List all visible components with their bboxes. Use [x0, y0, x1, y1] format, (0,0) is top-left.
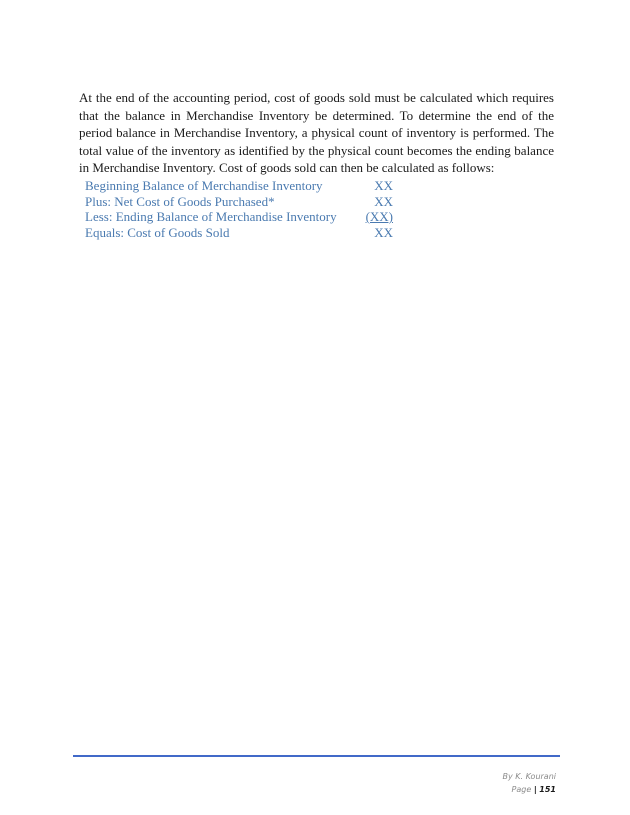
calc-label: Less: Ending Balance of Merchandise Inventory — [85, 209, 337, 224]
footer-author: By K. Kourani — [502, 772, 556, 781]
calc-label: Equals: Cost of Goods Sold — [85, 224, 230, 240]
page-label: Page — [511, 785, 532, 794]
calc-row-net-purchases — [85, 194, 393, 210]
calc-row-cost-of-goods-sold — [85, 225, 393, 241]
footer-divider — [73, 755, 560, 757]
calc-label: Beginning Balance of Merchandise Inventory — [85, 178, 323, 193]
footer-page-line — [502, 783, 556, 796]
cogs-calculation-table — [85, 178, 393, 240]
calc-value: XX — [374, 224, 393, 240]
page-footer — [502, 770, 556, 796]
calc-value: XX — [374, 178, 393, 193]
calc-value: XX — [374, 193, 393, 209]
calc-value: (XX) — [365, 209, 393, 224]
calc-label: Plus: Net Cost of Goods Purchased* — [85, 193, 275, 209]
calc-row-ending-balance — [85, 209, 393, 225]
calc-row-beginning-balance — [85, 178, 393, 194]
page-separator: | — [533, 785, 537, 794]
body-paragraph: At the end of the accounting period, cost of goods sold must be calculated which requires that the balance in Merchandise Inventory be determined. To determine the end of the period balance in Merchandise Inventory, a physical count of inventory is performed. The total value of the inventory as identified by the physical count becomes the ending balance in Merchandise Inventory. Cost of goods sold can then be calculated as follows: — [79, 90, 554, 175]
page-number: 151 — [539, 785, 556, 794]
